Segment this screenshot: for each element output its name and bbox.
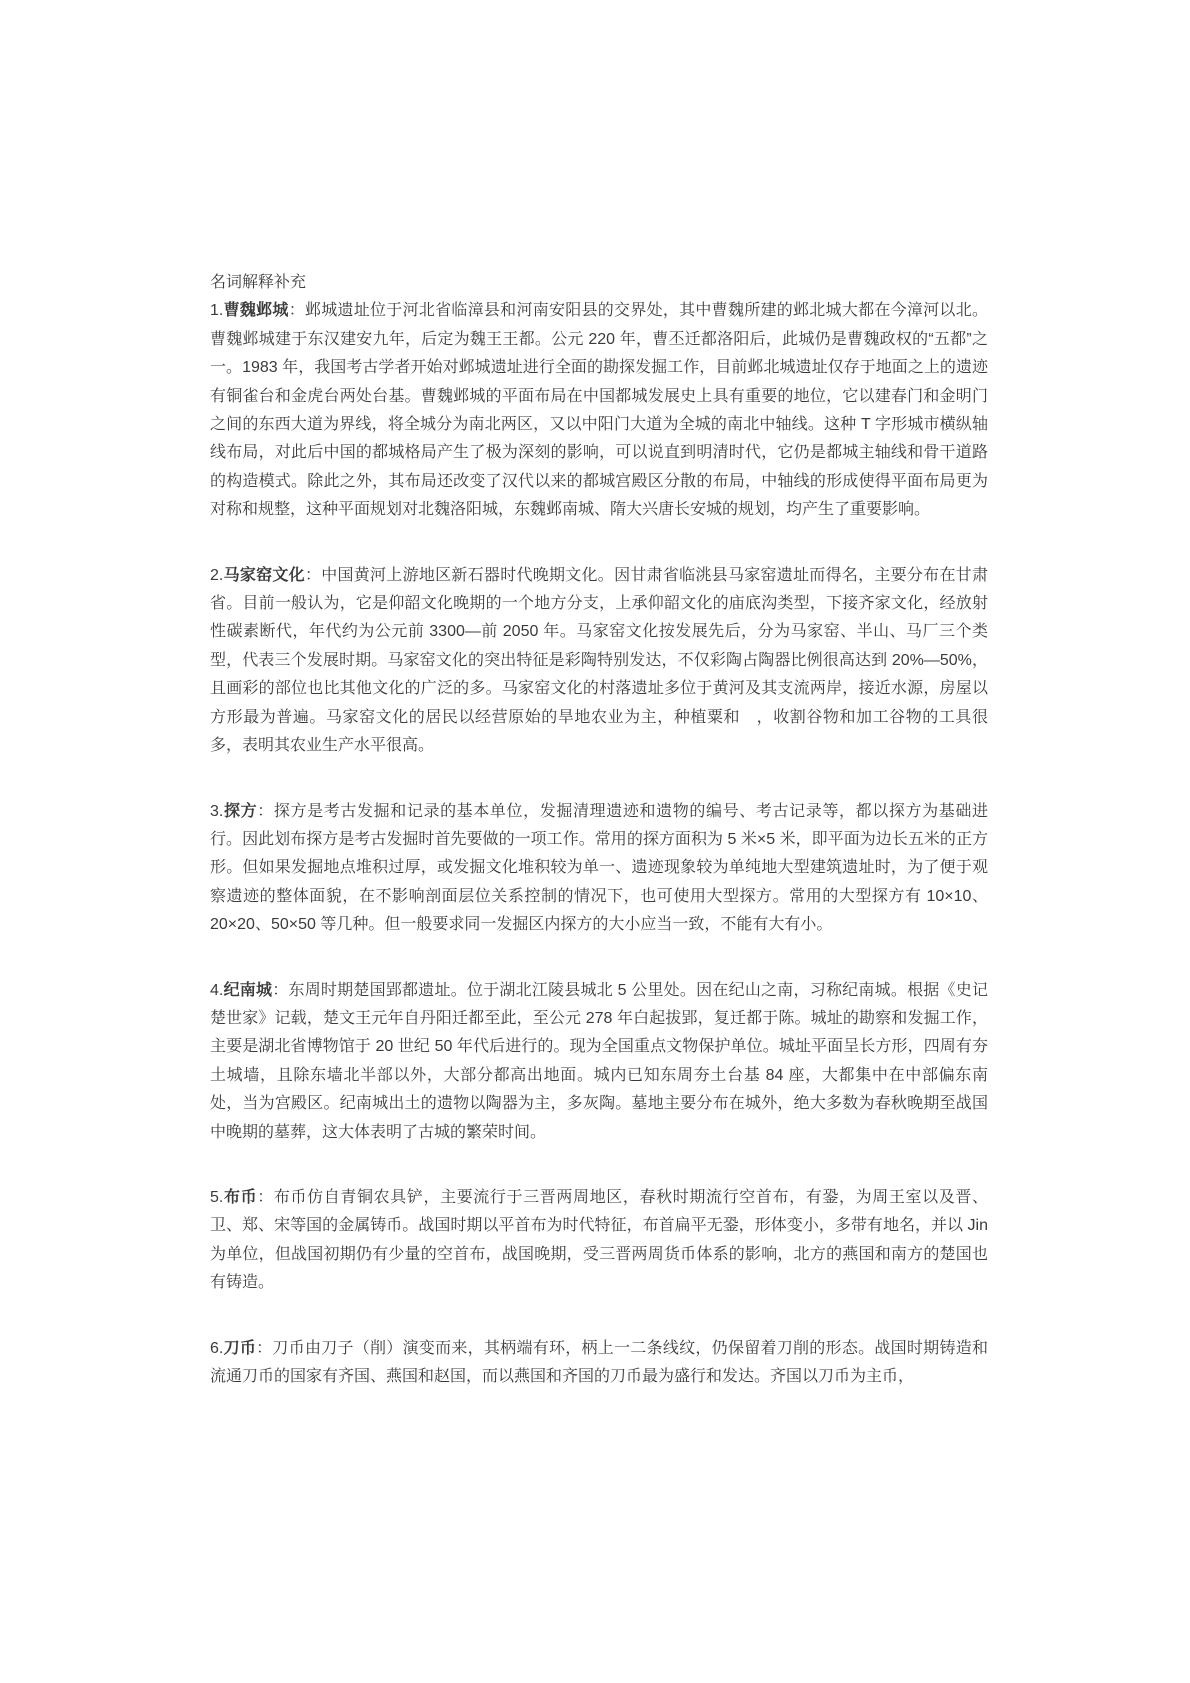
entry-number: 1. bbox=[210, 302, 224, 320]
entry-body: ：探方是考古发掘和记录的基本单位，发掘清理遗迹和遗物的编号、考古记录等，都以探方为基础进行。因此划布探方是考古发掘时首先要做的一项工作。常用的探方面积为 5 米×5 米，即平面为边长五米的正方形。但如果发掘地点堆积过厚，或发掘文化堆积较为单一、遗迹现象较为单纯地大型建筑遗址时，为了便于观察遗迹的整体面貌，在不影响剖面层位关系控制的情况下，也可使用大型探方。常用的大型探方有 10×10、20×20、50×50 等几种。但一般要求同一发掘区内探方的大小应当一致，不能有大有小。 bbox=[210, 802, 988, 934]
entry-bubi bbox=[210, 1184, 988, 1298]
entry-body: ：邺城遗址位于河北省临漳县和河南安阳县的交界处，其中曹魏所建的邺北城大都在今漳河以北。曹魏邺城建于东汉建安九年，后定为魏王王都。公元 220 年，曹丕迁都洛阳后，此城仍是曹魏政权的“五都”之一。1983 年，我国考古学者开始对邺城遗址进行全面的勘探发掘工作，目前邺北城遗址仅存于地面之上的遗迹有铜雀台和金虎台两处台基。曹魏邺城的平面布局在中国都城发展史上具有重要的地位，它以建春门和金明门之间的东西大道为界线，将全城分为南北两区，又以中阳门大道为全城的南北中轴线。这种 T 字形城市横纵轴线布局，对此后中国的都城格局产生了极为深刻的影响，可以说直到明清时代，它仍是都城主轴线和骨干道路的构造模式。除此之外，其布局还改变了汉代以来的都城宫殿区分散的布局，中轴线的形成使得平面布局更为对称和规整，这种平面规划对北魏洛阳城，东魏邺南城、隋大兴唐长安城的规划，均产生了重要影响。 bbox=[210, 302, 988, 519]
entry-term: 曹魏邺城 bbox=[223, 302, 289, 320]
entry-daobi bbox=[210, 1335, 988, 1392]
entry-term: 探方 bbox=[223, 802, 258, 820]
entry-number: 4. bbox=[210, 981, 224, 999]
entry-tanfang bbox=[210, 798, 988, 940]
entry-jinancheng bbox=[210, 977, 988, 1147]
entry-number: 3. bbox=[210, 802, 224, 820]
entry-body: ：中国黄河上游地区新石器时代晚期文化。因甘肃省临洮县马家窑遗址而得名，主要分布在甘肃省。目前一般认为，它是仰韶文化晚期的一个地方分支，上承仰韶文化的庙底沟类型，下接齐家文化，经放射性碳素断代，年代约为公元前 3300—前 2050 年。马家窑文化按发展先后，分为马家窑、半山、马厂三个类型，代表三个发展时期。马家窑文化的突出特征是彩陶特别发达，不仅彩陶占陶器比例很高达到 20%—50%，且画彩的部位也比其他文化的广泛的多。马家窑文化的村落遗址多位于黄河及其支流两岸，接近水源，房屋以方形最为普遍。马家窑文化的居民以经营原始的旱地农业为主，种植粟和 ，收割谷物和加工谷物的工具很多，表明其农业生产水平很高。 bbox=[210, 566, 988, 755]
entry-number: 2. bbox=[210, 566, 224, 584]
entry-number: 6. bbox=[210, 1339, 224, 1357]
entry-majiayao-culture bbox=[210, 562, 988, 761]
entry-term: 刀币 bbox=[223, 1339, 257, 1357]
entry-term: 纪南城 bbox=[223, 981, 273, 999]
entry-term: 马家窑文化 bbox=[223, 566, 305, 584]
document-content bbox=[210, 269, 988, 1428]
entry-body: ：刀币由刀子（削）演变而来，其柄端有环，柄上一二条线纹，仍保留着刀削的形态。战国时期铸造和流通刀币的国家有齐国、燕国和赵国，而以燕国和齐国的刀币最为盛行和发达。齐国以刀币为主币， bbox=[210, 1339, 988, 1385]
entry-term: 布币 bbox=[223, 1188, 258, 1206]
entry-number: 5. bbox=[210, 1188, 224, 1206]
entry-body: ：东周时期楚国郢都遗址。位于湖北江陵县城北 5 公里处。因在纪山之南，习称纪南城。根据《史记 楚世家》记载，楚文王元年自丹阳迁都至此，至公元 278 年白起拔郢，复迁都于陈。城址的勘察和发掘工作，主要是湖北省博物馆于 20 世纪 50 年代后进行的。现为全国重点文物保护单位。城址平面呈长方形，四周有夯土城墙，且除东墙北半部以外，大部分都高出地面。城内已知东周夯土台基 84 座，大都集中在中部偏东南处，当为宫殿区。纪南城出土的遗物以陶器为主，多灰陶。墓地主要分布在城外，绝大多数为春秋晚期至战国中晚期的墓葬，这大体表明了古城的繁荣时间。 bbox=[210, 981, 988, 1141]
entry-caowei-yecheng bbox=[210, 297, 988, 524]
page-title: 名词解释补充 bbox=[210, 274, 307, 291]
entry-body: ：布币仿自青铜农具铲，主要流行于三晋两周地区，春秋时期流行空首布，有銎，为周王室以及晋、卫、郑、宋等国的金属铸币。战国时期以平首布为时代特征，布首扁平无銎，形体变小，多带有地名，并以 Jin 为单位，但战国初期仍有少量的空首布，战国晚期，受三晋两周货币体系的影响，北方的燕国和南方的楚国也有铸造。 bbox=[210, 1188, 988, 1292]
